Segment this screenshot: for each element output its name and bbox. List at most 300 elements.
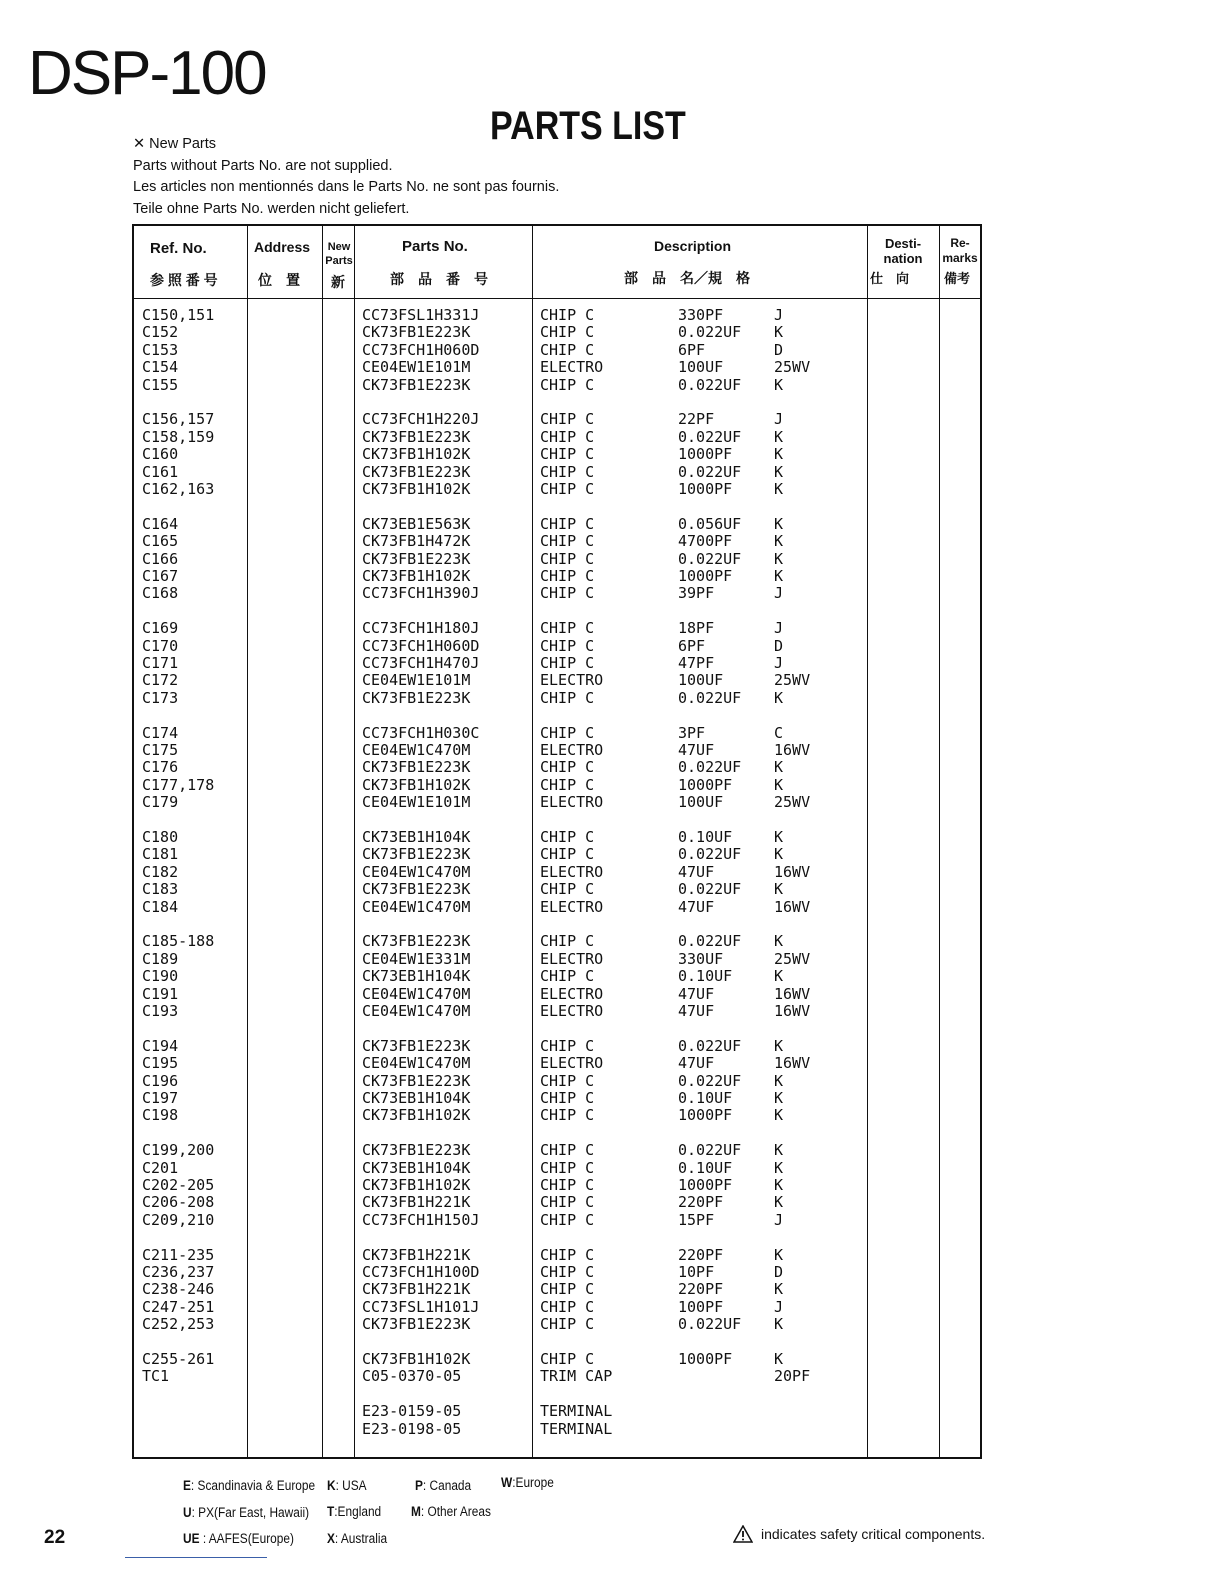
spec-cell: K bbox=[774, 880, 784, 899]
spec-cell: K bbox=[774, 1071, 784, 1090]
table-row bbox=[134, 1211, 980, 1229]
value-cell: 18PF bbox=[678, 619, 715, 638]
value-cell: 100PF bbox=[678, 1297, 724, 1316]
spec-cell: K bbox=[774, 1036, 784, 1055]
ref-no-cell: C206-208 bbox=[142, 1193, 215, 1212]
new-parts-mark-icon: ✕ bbox=[133, 136, 146, 152]
safety-note-text: indicates safety critical components. bbox=[761, 1526, 986, 1542]
ref-no-cell: C185-188 bbox=[142, 932, 215, 951]
description-cell: CHIP C bbox=[540, 1263, 595, 1281]
page-title: PARTS LIST bbox=[490, 104, 686, 148]
new-parts-label: New Parts bbox=[149, 136, 217, 152]
spec-cell: 16WV bbox=[774, 897, 811, 916]
value-cell: 0.022UF bbox=[678, 375, 742, 394]
spec-cell: K bbox=[774, 323, 784, 342]
ref-no-cell: C173 bbox=[142, 688, 179, 707]
value-cell: 0.022UF bbox=[678, 688, 742, 707]
parts-no-cell: CK73FB1H221K bbox=[362, 1193, 471, 1212]
legend-item-e: E: Scandinavia & Europe bbox=[183, 1478, 316, 1493]
spec-cell: K bbox=[774, 549, 784, 568]
description-cell: CHIP C bbox=[540, 1089, 595, 1107]
ref-no-cell: C199,200 bbox=[142, 1141, 215, 1160]
legend-item-ue: UE : AAFES(Europe) bbox=[183, 1531, 294, 1546]
header-parts-no: Parts No. bbox=[402, 238, 468, 255]
ref-no-cell: C152 bbox=[142, 323, 179, 342]
safety-note bbox=[733, 1525, 985, 1543]
description-cell: CHIP C bbox=[540, 828, 595, 846]
spec-cell: D bbox=[774, 636, 784, 655]
table-row bbox=[134, 880, 980, 898]
spec-cell: K bbox=[774, 828, 784, 846]
ref-no-cell: C211-235 bbox=[142, 1245, 215, 1264]
description-cell: CHIP C bbox=[540, 427, 595, 446]
spec-cell: K bbox=[774, 688, 784, 707]
value-cell: 0.10UF bbox=[678, 1158, 733, 1177]
value-cell: 1000PF bbox=[678, 567, 733, 585]
spec-cell: K bbox=[774, 480, 784, 498]
parts-no-cell: C05-0370-05 bbox=[362, 1367, 462, 1386]
table-row bbox=[134, 1002, 980, 1020]
parts-no-cell: CK73FB1E223K bbox=[362, 1036, 471, 1055]
parts-no-cell: CK73FB1H221K bbox=[362, 1280, 471, 1299]
spec-cell: K bbox=[774, 845, 784, 864]
table-row bbox=[134, 1089, 980, 1107]
parts-no-cell: E23-0198-05 bbox=[362, 1419, 462, 1438]
header-new-parts-jp: 新 bbox=[331, 274, 345, 290]
value-cell: 1000PF bbox=[678, 775, 733, 794]
value-cell: 0.022UF bbox=[678, 323, 742, 342]
parts-no-cell: CK73FB1E223K bbox=[362, 688, 471, 707]
table-row bbox=[134, 828, 980, 846]
value-cell: 0.056UF bbox=[678, 514, 742, 533]
ref-no-cell: C168 bbox=[142, 584, 179, 603]
parts-no-cell: CE04EW1C470M bbox=[362, 741, 471, 759]
ref-no-cell: C167 bbox=[142, 567, 179, 585]
ref-no-cell: C150,151 bbox=[142, 306, 215, 324]
parts-no-cell: CK73FB1E223K bbox=[362, 375, 471, 394]
ref-no-cell: C193 bbox=[142, 1002, 179, 1020]
spec-cell: J bbox=[774, 1297, 784, 1316]
description-cell: CHIP C bbox=[540, 323, 595, 342]
table-row bbox=[134, 776, 980, 794]
description-cell: CHIP C bbox=[540, 375, 595, 394]
ref-no-cell: C196 bbox=[142, 1071, 179, 1090]
description-cell: CHIP C bbox=[540, 410, 595, 429]
spec-cell: K bbox=[774, 1245, 784, 1264]
parts-no-cell: E23-0159-05 bbox=[362, 1402, 462, 1421]
ref-no-cell: C162,163 bbox=[142, 480, 215, 498]
value-cell: 100UF bbox=[678, 358, 724, 377]
ref-no-cell: C160 bbox=[142, 445, 179, 464]
spec-cell: K bbox=[774, 1089, 784, 1107]
table-row bbox=[134, 637, 980, 655]
table-row bbox=[134, 1263, 980, 1281]
legend-item-p: P: Canada bbox=[415, 1478, 472, 1493]
description-cell: TERMINAL bbox=[540, 1419, 613, 1438]
spec-cell: K bbox=[774, 1350, 784, 1368]
parts-no-cell: CK73FB1E223K bbox=[362, 1141, 471, 1160]
spec-cell: 25WV bbox=[774, 949, 811, 968]
parts-no-cell: CE04EW1C470M bbox=[362, 897, 471, 916]
value-cell: 0.022UF bbox=[678, 932, 742, 951]
table-row bbox=[134, 845, 980, 863]
ref-no-cell: C189 bbox=[142, 949, 179, 968]
parts-no-cell: CC73FSL1H331J bbox=[362, 306, 480, 324]
spec-cell: J bbox=[774, 1210, 784, 1229]
parts-no-cell: CK73FB1H221K bbox=[362, 1245, 471, 1264]
header-description: Description bbox=[654, 238, 732, 254]
value-cell: 0.022UF bbox=[678, 462, 742, 481]
parts-no-cell: CK73EB1H104K bbox=[362, 967, 471, 986]
spec-cell: K bbox=[774, 445, 784, 464]
value-cell: 0.022UF bbox=[678, 1315, 742, 1334]
ref-no-cell: C202-205 bbox=[142, 1176, 215, 1194]
spec-cell: 16WV bbox=[774, 1002, 811, 1020]
description-cell: CHIP C bbox=[540, 932, 595, 951]
spec-cell: 16WV bbox=[774, 984, 811, 1003]
value-cell: 330PF bbox=[678, 306, 724, 324]
parts-no-cell: CE04EW1C470M bbox=[362, 984, 471, 1003]
ref-no-cell: C171 bbox=[142, 654, 179, 672]
value-cell: 0.022UF bbox=[678, 880, 742, 899]
table-row bbox=[134, 985, 980, 1003]
legend-underline bbox=[125, 1557, 267, 1558]
description-cell: ELECTRO bbox=[540, 949, 604, 968]
description-cell: CHIP C bbox=[540, 1350, 595, 1368]
spec-cell: J bbox=[774, 654, 784, 672]
table-row bbox=[134, 689, 980, 707]
table-row bbox=[134, 532, 980, 550]
note-french: Les articles non mentionnés dans le Parts No. ne sont pas fournis. bbox=[133, 179, 560, 195]
parts-no-cell: CK73FB1H102K bbox=[362, 1176, 471, 1194]
spec-cell: K bbox=[774, 1106, 784, 1125]
value-cell: 47UF bbox=[678, 741, 715, 759]
spec-cell: K bbox=[774, 758, 784, 777]
ref-no-cell: C198 bbox=[142, 1106, 179, 1125]
description-cell: ELECTRO bbox=[540, 897, 604, 916]
description-cell: CHIP C bbox=[540, 1280, 595, 1299]
header-ref-no: Ref. No. bbox=[150, 240, 207, 257]
value-cell: 1000PF bbox=[678, 1350, 733, 1368]
value-cell: 220PF bbox=[678, 1193, 724, 1212]
description-cell: CHIP C bbox=[540, 1141, 595, 1160]
ref-no-cell: C165 bbox=[142, 532, 179, 551]
legend-item-k: K: USA bbox=[327, 1478, 367, 1493]
ref-no-cell: C169 bbox=[142, 619, 179, 638]
ref-no-cell: C194 bbox=[142, 1036, 179, 1055]
ref-no-cell: TC1 bbox=[142, 1367, 170, 1386]
description-cell: CHIP C bbox=[540, 445, 595, 464]
parts-no-cell: CK73FB1E223K bbox=[362, 427, 471, 446]
spec-cell: K bbox=[774, 375, 784, 394]
description-cell: CHIP C bbox=[540, 1071, 595, 1090]
value-cell: 47UF bbox=[678, 1054, 715, 1073]
parts-no-cell: CK73FB1E223K bbox=[362, 845, 471, 864]
description-cell: CHIP C bbox=[540, 514, 595, 533]
ref-no-cell: C236,237 bbox=[142, 1263, 215, 1281]
table-row bbox=[134, 741, 980, 759]
spec-cell: K bbox=[774, 427, 784, 446]
parts-no-cell: CC73FCH1H150J bbox=[362, 1210, 480, 1229]
description-cell: CHIP C bbox=[540, 1106, 595, 1125]
parts-no-cell: CE04EW1C470M bbox=[362, 1002, 471, 1020]
value-cell: 0.022UF bbox=[678, 1036, 742, 1055]
ref-no-cell: C158,159 bbox=[142, 427, 215, 446]
parts-no-cell: CK73FB1H102K bbox=[362, 1350, 471, 1368]
value-cell: 47UF bbox=[678, 897, 715, 916]
value-cell: 220PF bbox=[678, 1280, 724, 1299]
value-cell: 1000PF bbox=[678, 1106, 733, 1125]
parts-no-cell: CK73EB1H104K bbox=[362, 1089, 471, 1107]
description-cell: TRIM CAP bbox=[540, 1367, 613, 1386]
table-row bbox=[134, 1420, 980, 1438]
description-cell: CHIP C bbox=[540, 1245, 595, 1264]
table-row bbox=[134, 1037, 980, 1055]
table-row bbox=[134, 950, 980, 968]
parts-no-cell: CK73FB1H102K bbox=[362, 567, 471, 585]
table-row bbox=[134, 724, 980, 742]
value-cell: 1000PF bbox=[678, 480, 733, 498]
description-cell: CHIP C bbox=[540, 1176, 595, 1194]
table-row bbox=[134, 671, 980, 689]
description-cell: CHIP C bbox=[540, 462, 595, 481]
ref-no-cell: C197 bbox=[142, 1089, 179, 1107]
description-cell: ELECTRO bbox=[540, 1054, 604, 1073]
ref-no-cell: C247-251 bbox=[142, 1297, 215, 1316]
description-cell: TERMINAL bbox=[540, 1402, 613, 1421]
parts-no-cell: CE04EW1E101M bbox=[362, 671, 471, 690]
value-cell: 0.022UF bbox=[678, 845, 742, 864]
ref-no-cell: C183 bbox=[142, 880, 179, 899]
ref-no-cell: C161 bbox=[142, 462, 179, 481]
value-cell: 220PF bbox=[678, 1245, 724, 1264]
header-parts-no-jp: 部 品 番 号 bbox=[390, 271, 488, 287]
table-row bbox=[134, 323, 980, 341]
spec-cell: J bbox=[774, 306, 784, 324]
value-cell: 0.022UF bbox=[678, 758, 742, 777]
spec-cell: J bbox=[774, 619, 784, 638]
parts-no-cell: CK73FB1E223K bbox=[362, 1071, 471, 1090]
value-cell: 0.10UF bbox=[678, 1089, 733, 1107]
spec-cell: K bbox=[774, 1176, 784, 1194]
spec-cell: J bbox=[774, 584, 784, 603]
table-row bbox=[134, 1141, 980, 1159]
ref-no-cell: C255-261 bbox=[142, 1350, 215, 1368]
parts-no-cell: CK73EB1H104K bbox=[362, 828, 471, 846]
description-cell: CHIP C bbox=[540, 584, 595, 603]
table-row bbox=[134, 376, 980, 394]
spec-cell: 25WV bbox=[774, 358, 811, 377]
ref-no-cell: C180 bbox=[142, 828, 179, 846]
description-cell: CHIP C bbox=[540, 306, 595, 324]
description-cell: CHIP C bbox=[540, 1297, 595, 1316]
parts-no-cell: CE04EW1E331M bbox=[362, 949, 471, 968]
value-cell: 0.10UF bbox=[678, 828, 733, 846]
ref-no-cell: C177,178 bbox=[142, 775, 215, 794]
description-cell: ELECTRO bbox=[540, 358, 604, 377]
ref-no-cell: C153 bbox=[142, 340, 179, 359]
spec-cell: K bbox=[774, 1158, 784, 1177]
ref-no-cell: C201 bbox=[142, 1158, 179, 1177]
table-row bbox=[134, 1246, 980, 1264]
description-cell: CHIP C bbox=[540, 340, 595, 359]
value-cell: 22PF bbox=[678, 410, 715, 429]
description-cell: CHIP C bbox=[540, 567, 595, 585]
description-cell: CHIP C bbox=[540, 636, 595, 655]
description-cell: CHIP C bbox=[540, 1193, 595, 1212]
ref-no-cell: C195 bbox=[142, 1054, 179, 1073]
parts-no-cell: CK73FB1H102K bbox=[362, 1106, 471, 1125]
spec-cell: K bbox=[774, 932, 784, 951]
table-row bbox=[134, 1159, 980, 1177]
table-row bbox=[134, 793, 980, 811]
value-cell: 0.022UF bbox=[678, 427, 742, 446]
description-cell: ELECTRO bbox=[540, 741, 604, 759]
value-cell: 6PF bbox=[678, 636, 706, 655]
ref-no-cell: C181 bbox=[142, 845, 179, 864]
description-cell: CHIP C bbox=[540, 549, 595, 568]
legend-item-w: W:Europe bbox=[501, 1475, 554, 1490]
description-cell: CHIP C bbox=[540, 1158, 595, 1177]
table-row bbox=[134, 1106, 980, 1124]
spec-cell: 16WV bbox=[774, 741, 811, 759]
description-cell: CHIP C bbox=[540, 967, 595, 986]
description-cell: CHIP C bbox=[540, 1315, 595, 1334]
table-row bbox=[134, 1367, 980, 1385]
value-cell: 0.022UF bbox=[678, 549, 742, 568]
parts-no-cell: CC73FCH1H060D bbox=[362, 636, 480, 655]
table-row bbox=[134, 341, 980, 359]
table-row bbox=[134, 445, 980, 463]
description-cell: CHIP C bbox=[540, 619, 595, 638]
parts-no-cell: CC73FCH1H100D bbox=[362, 1263, 480, 1281]
parts-no-cell: CC73FCH1H390J bbox=[362, 584, 480, 603]
ref-no-cell: C184 bbox=[142, 897, 179, 916]
table-row bbox=[134, 1402, 980, 1420]
table-row bbox=[134, 463, 980, 481]
value-cell: 0.10UF bbox=[678, 967, 733, 986]
parts-table bbox=[132, 224, 982, 1459]
description-cell: ELECTRO bbox=[540, 793, 604, 812]
header-destination: Desti- nation bbox=[883, 236, 923, 266]
ref-no-cell: C252,253 bbox=[142, 1315, 215, 1334]
table-row bbox=[134, 306, 980, 324]
header-ref-no-jp: 参 照 番 号 bbox=[150, 272, 218, 288]
spec-cell: D bbox=[774, 1263, 784, 1281]
value-cell: 1000PF bbox=[678, 1176, 733, 1194]
parts-no-cell: CK73FB1E223K bbox=[362, 462, 471, 481]
description-cell: CHIP C bbox=[540, 775, 595, 794]
parts-no-cell: CK73FB1E223K bbox=[362, 880, 471, 899]
spec-cell: K bbox=[774, 1315, 784, 1334]
table-row bbox=[134, 1176, 980, 1194]
page-number: 22 bbox=[44, 1527, 66, 1548]
parts-no-cell: CK73EB1H104K bbox=[362, 1158, 471, 1177]
spec-cell: 16WV bbox=[774, 1054, 811, 1073]
ref-no-cell: C182 bbox=[142, 862, 179, 881]
description-cell: CHIP C bbox=[540, 532, 595, 551]
parts-no-cell: CE04EW1C470M bbox=[362, 1054, 471, 1073]
description-cell: CHIP C bbox=[540, 845, 595, 864]
model-title: DSP-100 bbox=[28, 39, 266, 108]
value-cell: 47PF bbox=[678, 654, 715, 672]
spec-cell: K bbox=[774, 532, 784, 551]
spec-cell: 25WV bbox=[774, 793, 811, 812]
description-cell: CHIP C bbox=[540, 758, 595, 777]
description-cell: CHIP C bbox=[540, 1210, 595, 1229]
parts-no-cell: CC73FCH1H060D bbox=[362, 340, 480, 359]
header-address: Address bbox=[254, 239, 311, 255]
description-cell: ELECTRO bbox=[540, 1002, 604, 1020]
value-cell: 0.022UF bbox=[678, 1141, 742, 1160]
parts-no-cell: CE04EW1E101M bbox=[362, 358, 471, 377]
legend-item-m: M: Other Areas bbox=[411, 1504, 491, 1519]
safety-warning-icon bbox=[733, 1525, 753, 1543]
description-cell: CHIP C bbox=[540, 480, 595, 498]
header-description-jp: 部 品 名／規 格 bbox=[624, 270, 750, 286]
value-cell: 100UF bbox=[678, 793, 724, 812]
header-remarks: Re- marks bbox=[942, 236, 978, 265]
note-english: Parts without Parts No. are not supplied. bbox=[133, 157, 393, 174]
description-cell: CHIP C bbox=[540, 654, 595, 672]
parts-no-cell: CK73FB1H102K bbox=[362, 775, 471, 794]
spec-cell: 25WV bbox=[774, 671, 811, 690]
legend-item-u: U: PX(Far East, Hawaii) bbox=[183, 1505, 310, 1520]
ref-no-cell: C190 bbox=[142, 967, 179, 986]
table-row bbox=[134, 550, 980, 568]
parts-no-cell: CC73FCH1H180J bbox=[362, 619, 480, 638]
parts-no-cell: CK73FB1E223K bbox=[362, 323, 471, 342]
ref-no-cell: C174 bbox=[142, 723, 179, 742]
table-row bbox=[134, 863, 980, 881]
value-cell: 6PF bbox=[678, 340, 706, 359]
description-cell: CHIP C bbox=[540, 688, 595, 707]
ref-no-cell: C209,210 bbox=[142, 1210, 215, 1229]
value-cell: 100UF bbox=[678, 671, 724, 690]
ref-no-cell: C238-246 bbox=[142, 1280, 215, 1299]
value-cell: 15PF bbox=[678, 1210, 715, 1229]
table-row bbox=[134, 358, 980, 376]
table-row bbox=[134, 584, 980, 602]
table-row bbox=[134, 515, 980, 533]
spec-cell: K bbox=[774, 775, 784, 794]
spec-cell: J bbox=[774, 410, 784, 429]
new-parts-note bbox=[133, 134, 559, 156]
table-row bbox=[134, 480, 980, 498]
value-cell: 0.022UF bbox=[678, 1071, 742, 1090]
ref-no-cell: C155 bbox=[142, 375, 179, 394]
ref-no-cell: C176 bbox=[142, 758, 179, 777]
spec-cell: 20PF bbox=[774, 1367, 811, 1386]
table-row bbox=[134, 410, 980, 428]
ref-no-cell: C179 bbox=[142, 793, 179, 812]
spec-cell: K bbox=[774, 1141, 784, 1160]
ref-no-cell: C170 bbox=[142, 636, 179, 655]
description-cell: ELECTRO bbox=[540, 984, 604, 1003]
table-row bbox=[134, 1193, 980, 1211]
table-row bbox=[134, 1298, 980, 1316]
value-cell: 10PF bbox=[678, 1263, 715, 1281]
table-row bbox=[134, 567, 980, 585]
table-row bbox=[134, 758, 980, 776]
spec-cell: D bbox=[774, 340, 784, 359]
header-address-jp: 位 置 bbox=[258, 272, 300, 288]
parts-no-cell: CC73FCH1H030C bbox=[362, 723, 480, 742]
value-cell: 4700PF bbox=[678, 532, 733, 551]
table-row bbox=[134, 1072, 980, 1090]
value-cell: 47UF bbox=[678, 1002, 715, 1020]
spec-cell: 16WV bbox=[774, 862, 811, 881]
